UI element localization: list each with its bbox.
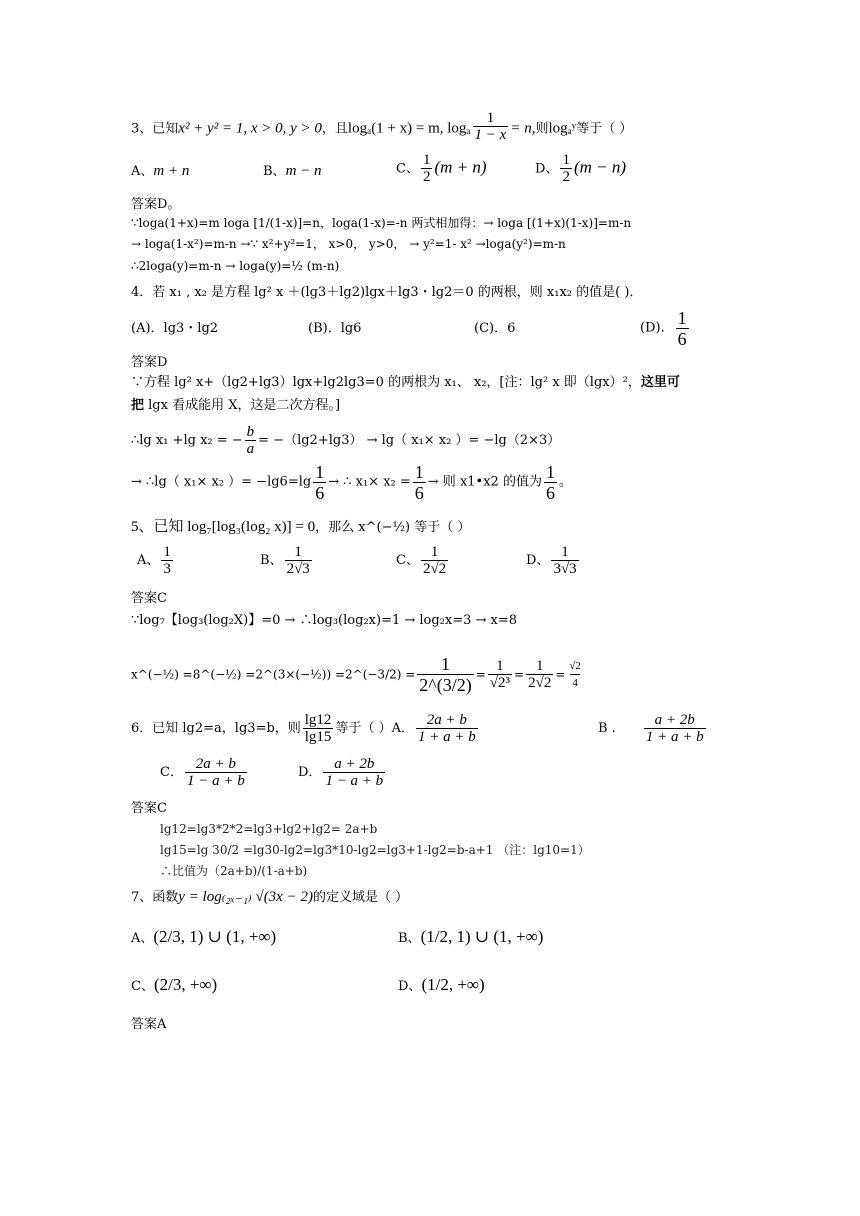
q3-solution-line-1: ∵loga(1+x)=m loga [1/(1-x)]=n，loga(1-x)=-n 两式相加得：→ loga [(1+x)(1-x)]=m-n	[131, 216, 632, 230]
q7-answer: 答案A	[131, 1017, 167, 1032]
q3-fraction-den: 1 − x	[474, 127, 507, 143]
q4-option-b: (B)．lg6	[308, 321, 362, 336]
q3-option-a: A、m + n	[131, 163, 190, 179]
q3-fraction-num: 1	[486, 110, 495, 126]
q3-solution-line-2: → loga(1-x²)=m-n →∵ x²+y²=1， x>0， y>0， → y²=1- x² →loga(y²)=m-n	[131, 237, 566, 251]
q3-solution-line-3: ∴2loga(y)=m-n → loga(y)=½ (m-n)	[131, 259, 340, 273]
q5-option-c: C、 $\frac{1}{2√2}$	[396, 544, 447, 577]
q6-answer: 答案C	[131, 801, 167, 816]
q5-stem: 5、已知 log₇[log₃(log₂ x)] = 0，那么 x^(−½) 等于（ ）	[131, 519, 471, 535]
q7-option-c: C、(2/3, +∞)	[131, 975, 218, 994]
q3-then: 则	[535, 121, 549, 137]
q3-condition: x² + y² = 1, x > 0, y > 0	[178, 120, 322, 137]
q5-solution-line-2: x^(−½) =8^(−½) =2^(3×(−½)) =2^(−3/2) = $\frac{1}{2\^{}(3/2)}$ = $\frac{1}{\text{√2³}}$ = $\frac{1}{2√2}$ = $\frac{√2}{4}$	[131, 654, 581, 695]
q3-logy: logₐʸ	[548, 120, 577, 137]
q5-solution-line-1: ∵log₇【log₃(log₂X)】=0 → ∴log₃(log₂x)=1 → log₂x=3 → x=8	[131, 613, 518, 628]
q3-fraction	[473, 110, 509, 144]
q7-option-b: B、(1/2, 1) ∪ (1, +∞)	[398, 927, 544, 946]
q4-solution-line-4: → ∴lg（ x₁× x₂ ）= −lg6=lg $\frac{1}{6}$ → ∴ x₁× x₂ = $\frac{1}{6}$ → 则 x1•x2 的值为 $\frac{1}{6}$ 。	[131, 462, 572, 503]
q4-stem: 4．若 x₁ , x₂ 是方程 lg² x ＋(lg3＋lg2)lgx＋lg3・lg2＝0 的两根，则 x₁x₂ 的值是( )．	[131, 285, 643, 300]
q6-option-b: B . $\frac{a + 2b}{1 + a + b}$	[598, 712, 704, 745]
q3-prefix: 3、已知	[131, 121, 179, 137]
q4-answer: 答案D	[131, 355, 168, 370]
q5-option-a: A、 $\frac{1}{3}$	[137, 544, 171, 577]
q4-solution-line-1: ∵方程 lg² x+（lg2+lg3）lgx+lg2lg3=0 的两根为 x₁、 x₂，[注：lg² x 即（lgx）²，这里可	[131, 375, 680, 390]
q3-log-expr: logₐ(1 + x) = m, logₐ	[347, 120, 471, 137]
q6-solution-line-3: ∴比值为（2a+b)/(1-a+b)	[160, 864, 308, 878]
q4-solution-line-2: 把 lgx 看成能用 X，这是二次方程。]	[131, 398, 341, 413]
q3-option-b: B、m − n	[263, 163, 322, 179]
q7-option-d: D、(1/2, +∞)	[398, 975, 485, 994]
q6-solution-line-2: lg15=lg 30/2 =lg30-lg2=lg3*10-lg2=lg3+1-lg2=b-a+1 （注：lg10=1）	[160, 843, 590, 857]
q3-answer: 答案D。	[131, 197, 181, 212]
q3-mid: ，且	[321, 121, 348, 137]
q4-option-a: (A)．lg3・lg2	[131, 321, 219, 336]
q4-solution-line-3: ∴lg x₁ +lg x₂ = − $\frac{b}{a}$ = −（lg2+lg3） → lg（ x₁× x₂ ）= −lg（2×3）	[131, 424, 561, 457]
q7-stem: 7、函数y = log₍₂ₓ₋₁₎ √(3x − 2)的定义域是（ ）	[131, 889, 409, 905]
q4-option-d: (D)． $\frac{1}{6}$	[640, 308, 687, 349]
q3-option-c: C、 $\frac{1}{2}$ (m + n)	[396, 152, 487, 185]
q6-option-c: C． $\frac{2a + b}{1 - a + b}$	[160, 756, 245, 789]
q3-tail: 等于（ ）	[576, 121, 633, 137]
q5-answer: 答案C	[131, 591, 167, 606]
q6-option-d: D． $\frac{a + 2b}{1 - a + b}$	[298, 756, 384, 789]
q4-option-c: (C)．6	[474, 321, 516, 336]
q5-option-d: D、 $\frac{1}{3√3}$	[526, 544, 577, 577]
q5-option-b: B、 $\frac{1}{2√3}$	[260, 544, 310, 577]
q3-eq-n: = n,	[510, 120, 536, 137]
q7-option-a: A、(2/3, 1) ∪ (1, +∞)	[131, 927, 277, 946]
q6-solution-line-1: lg12=lg3*2*2=lg3+lg2+lg2= 2a+b	[160, 822, 378, 836]
q3-stem	[131, 110, 633, 144]
q3-option-d: D、 $\frac{1}{2}$ (m − n)	[535, 152, 627, 185]
q6-stem: 6．已知 lg2=a，lg3=b，则 $\frac{\lg 12}{\lg 15}$ 等于（ ）A． $\frac{2a + b}{1 + a + b}$	[131, 712, 476, 745]
